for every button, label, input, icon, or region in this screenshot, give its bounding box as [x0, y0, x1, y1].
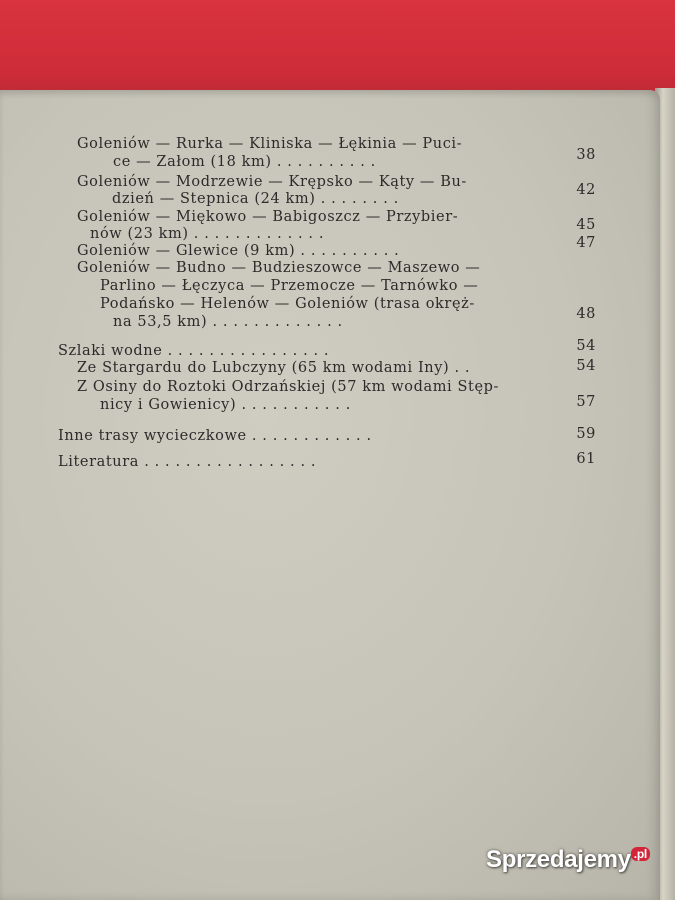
toc-entry-text: Podańsko — Helenów — Goleniów (trasa okręż-	[100, 296, 475, 312]
toc-entry-text: Literatura . . . . . . . . . . . . . . . . .	[58, 454, 317, 470]
toc-entry-text: dzień — Stepnica (24 km) . . . . . . . .	[112, 191, 399, 207]
toc-entry-text: Goleniów — Miękowo — Babigoszcz — Przybier-	[77, 209, 459, 225]
watermark-text: Sprzedajemy	[486, 846, 631, 873]
toc-page-number: 57	[576, 394, 596, 410]
toc-entry-text: na 53,5 km) . . . . . . . . . . . . .	[113, 314, 343, 330]
toc-page-number: 54	[576, 338, 596, 354]
sprzedajemy-watermark-logo	[486, 846, 650, 874]
toc-page-number: 54	[576, 358, 596, 374]
toc-page-number: 59	[576, 426, 596, 442]
toc-entry-text: nów (23 km) . . . . . . . . . . . . .	[90, 226, 325, 242]
toc-page-number: 45	[576, 217, 596, 233]
toc-entry-text: ce — Załom (18 km) . . . . . . . . . .	[113, 154, 376, 170]
toc-entry-text: Ze Stargardu do Lubczyny (65 km wodami Iny) . .	[77, 360, 471, 376]
toc-page-number: 47	[576, 235, 596, 251]
toc-entry-text: Z Osiny do Roztoki Odrzańskiej (57 km wodami Stęp-	[77, 379, 500, 395]
background-red-surface	[0, 0, 675, 100]
toc-entry-text: Goleniów — Modrzewie — Krępsko — Kąty — Bu-	[77, 174, 467, 190]
toc-entry-text: Parlino — Łęczyca — Przemocze — Tarnówko —	[100, 278, 479, 294]
toc-entry-text: Goleniów — Budno — Budzieszowce — Maszewo —	[77, 260, 481, 276]
toc-page-number: 48	[576, 306, 596, 322]
toc-page-number: 61	[576, 451, 596, 467]
toc-entry-text: Szlaki wodne . . . . . . . . . . . . . . . .	[58, 343, 330, 359]
toc-page-number: 42	[576, 182, 596, 198]
toc-page-number: 38	[576, 147, 596, 163]
watermark-suffix: .pl	[631, 847, 650, 861]
toc-entry-text: nicy i Gowienicy) . . . . . . . . . . .	[100, 397, 351, 413]
toc-entry-text: Goleniów — Glewice (9 km) . . . . . . . . . .	[77, 243, 400, 259]
toc-entry-text: Inne trasy wycieczkowe . . . . . . . . . . . .	[58, 428, 372, 444]
toc-entry-text: Goleniów — Rurka — Kliniska — Łękinia — Puci-	[77, 136, 463, 152]
book-page	[0, 90, 660, 900]
